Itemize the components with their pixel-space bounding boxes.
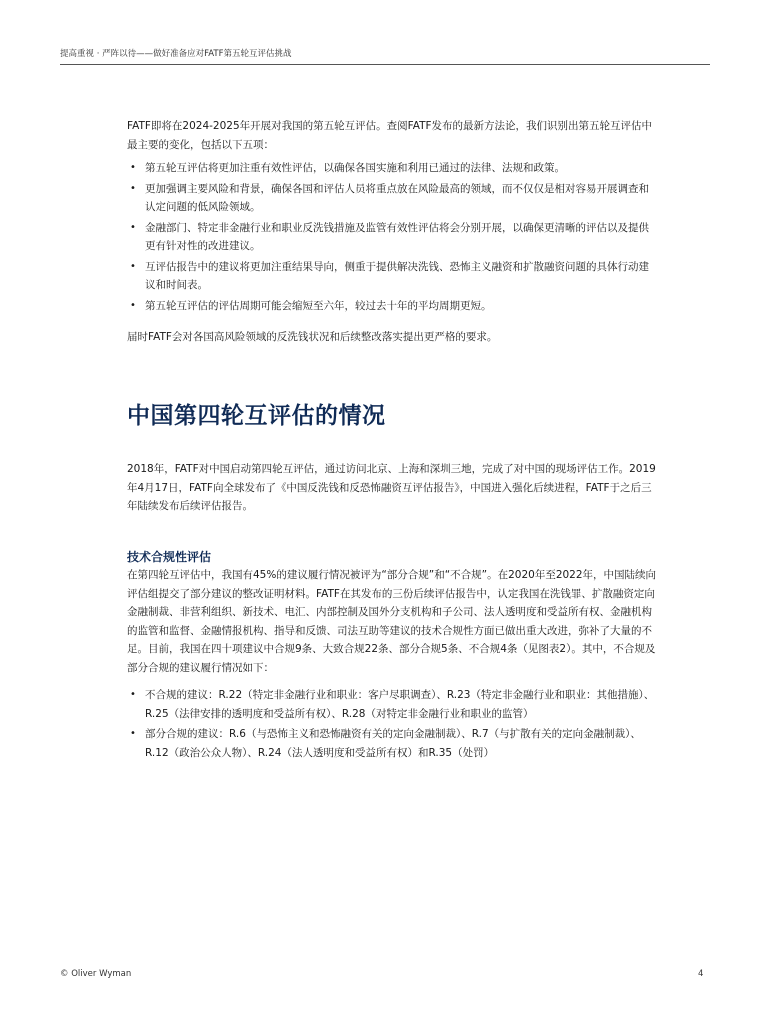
subsection-heading: 技术合规性评估 [127, 550, 212, 564]
intro-bullet-list [127, 159, 657, 315]
list-item: • 不合规的建议：R.22（特定非金融行业和职业：客户尽职调查）、R.23（特定非金融行业和职业：其他措施）、R.25（法律安排的透明度和受益所有权）、R.28（对特定非金融行业和职业的监管） [127, 686, 657, 723]
section-block [127, 401, 657, 431]
section-heading: 中国第四轮互评估的情况 [127, 403, 386, 429]
list-item: • 金融部门、特定非金融行业和职业反洗钱措施及监管有效性评估将会分别开展，以确保更清晰的评估以及提供更有针对性的改进建议。 [127, 219, 657, 256]
intro-paragraph: FATF即将在2024-2025年开展对我国的第五轮互评估。查阅FATF发布的最新方法论，我们识别出第五轮互评估中最主要的变化，包括以下五项： [127, 120, 653, 151]
subsection-bullet-list [127, 686, 657, 762]
footer-copyright: © Oliver Wyman [60, 969, 132, 979]
list-item: • 部分合规的建议：R.6（与恐怖主义和恐怖融资有关的定向金融制裁）、R.7（与扩散有关的定向金融制裁）、R.12（政治公众人物）、R.24（法人透明度和受益所有权）和R.35（处罚） [127, 725, 657, 762]
page-number: 4 [698, 969, 704, 979]
section-body [127, 460, 657, 516]
section-paragraph: 2018年，FATF对中国启动第四轮互评估，通过访问北京、上海和深圳三地，完成了对中国的现场评估工作。2019年4月17日，FATF向全球发布了《中国反洗钱和反恐怖融资互评估报告》，中国进入强化后续进程，FATF于之后三年陆续发布后续评估报告。 [127, 463, 656, 512]
running-header: 提高重视 · 严阵以待——做好准备应对FATF第五轮互评估挑战 [60, 49, 292, 59]
subsection-paragraph: 在第四轮互评估中，我国有45%的建议履行情况被评为“部分合规”和“不合规”。在2020年至2022年，中国陆续向评估组提交了部分建议的整改证明材料。FATF在其发布的三份后续评估报告中，认定我国在洗钱罪、扩散融资定向金融制裁、非营利组织、新技术、电汇、内部控制及国外分支机构和子公司、法人透明度和受益所有权、金融机构的监管和监督、金融情报机构、指导和反馈、司法互助等建议的技术合规性方面已做出重大改进，弥补了大量的不足。目前，我国在四十项建议中合规9条、大致合规22条、部分合规5条、不合规4条（见图表2）。其中，不合规及部分合规的建议履行情况如下： [127, 569, 657, 674]
intro-block [127, 117, 657, 347]
header-divider [60, 64, 710, 65]
subsection-block [127, 548, 657, 764]
list-item: • 更加强调主要风险和背景，确保各国和评估人员将重点放在风险最高的领域，而不仅仅是相对容易开展调查和认定问题的低风险领域。 [127, 180, 657, 217]
list-item: • 第五轮互评估将更加注重有效性评估，以确保各国实施和利用已通过的法律、法规和政策。 [127, 159, 657, 178]
list-item: • 互评估报告中的建议将更加注重结果导向，侧重于提供解决洗钱、恐怖主义融资和扩散融资问题的具体行动建议和时间表。 [127, 258, 657, 295]
list-item: • 第五轮互评估的评估周期可能会缩短至六年，较过去十年的平均周期更短。 [127, 297, 657, 316]
intro-closing-paragraph: 届时FATF会对各国高风险领域的反洗钱状况和后续整改落实提出更严格的要求。 [127, 331, 498, 343]
